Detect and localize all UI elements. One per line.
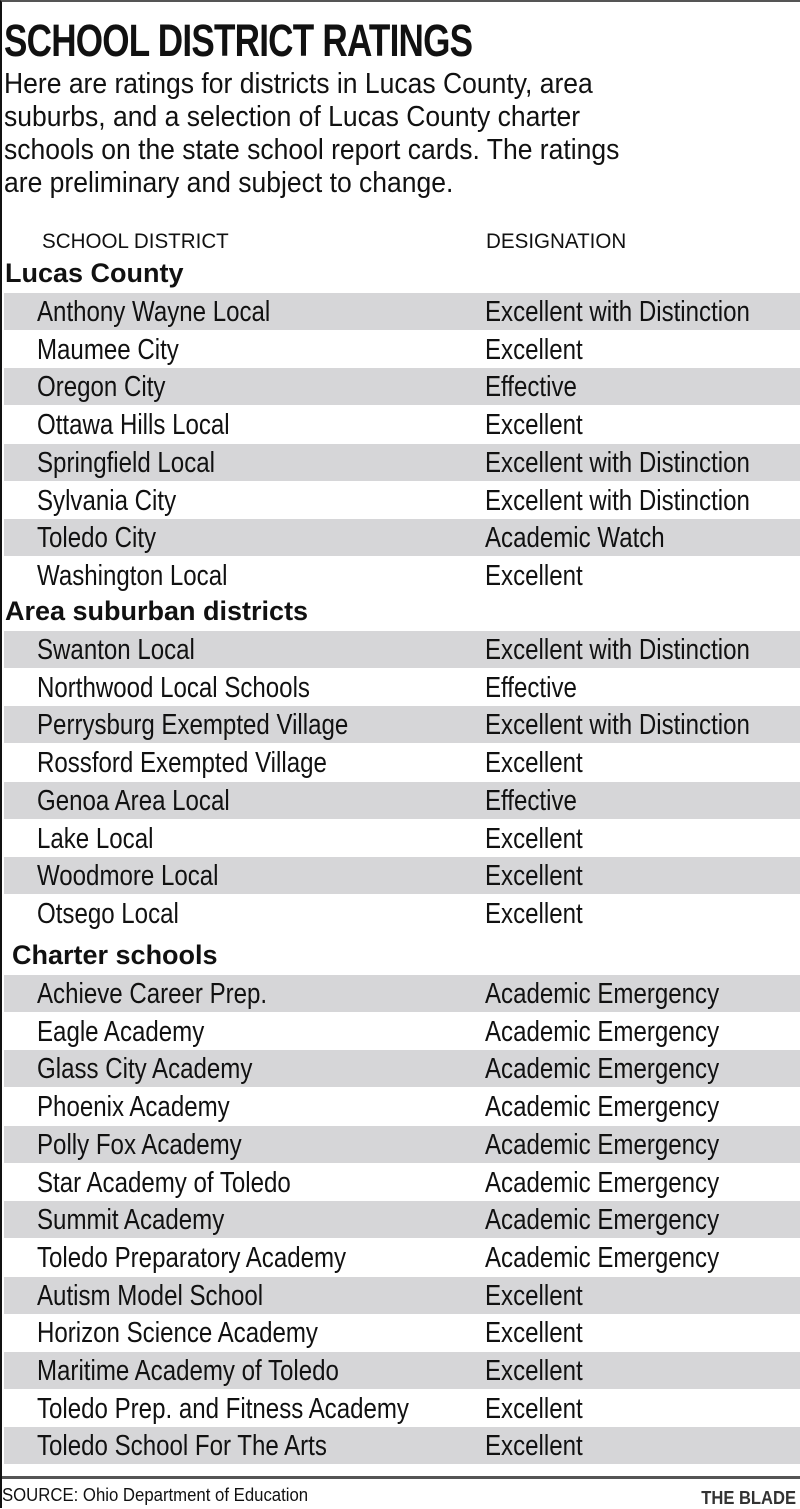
district-name: Northwood Local Schools [37, 671, 310, 704]
district-name: Ottawa Hills Local [37, 409, 230, 442]
intro-line: are preliminary and subject to change. [4, 167, 454, 199]
table-row [4, 1314, 800, 1351]
table-row [4, 895, 800, 932]
designation-value: Excellent [485, 409, 583, 442]
table-row [4, 1126, 800, 1163]
district-name: Polly Fox Academy [37, 1128, 242, 1161]
district-name: Autism Model School [37, 1279, 264, 1312]
table-row [4, 1352, 800, 1389]
designation-value: Academic Emergency [485, 1053, 720, 1086]
table-row [4, 406, 800, 443]
district-name: Anthony Wayne Local [37, 296, 271, 328]
table-row [4, 557, 800, 594]
column-header-designation: DESIGNATION [486, 230, 627, 253]
designation-value: Excellent [485, 559, 583, 592]
designation-value: Excellent with Distinction [485, 709, 750, 742]
district-name: Maritime Academy of Toledo [37, 1355, 339, 1387]
district-name: Summit Academy [37, 1204, 225, 1237]
district-name: Toledo Preparatory Academy [37, 1241, 347, 1274]
table-row [4, 1201, 800, 1238]
table-row [4, 482, 800, 519]
section-heading: Charter schools [12, 940, 218, 970]
district-name: Rossford Exempted Village [37, 747, 327, 780]
source-note: SOURCE: Ohio Department of Education [2, 1485, 309, 1505]
designation-value: Effective [485, 371, 577, 404]
designation-value: Academic Watch [485, 522, 665, 555]
table-row [4, 1013, 800, 1050]
table-row [4, 1427, 800, 1464]
district-name: Springfield Local [37, 446, 215, 479]
district-name: Achieve Career Prep. [37, 978, 268, 1010]
section-heading: Lucas County [5, 258, 184, 288]
district-name: Toledo School For The Arts [37, 1430, 327, 1463]
designation-value: Academic Emergency [485, 1241, 720, 1274]
district-name: Woodmore Local [37, 860, 219, 893]
table-row [4, 1088, 800, 1125]
district-name: Glass City Academy [37, 1053, 253, 1086]
district-name: Washington Local [37, 559, 228, 592]
table-row [4, 1390, 800, 1427]
publisher-credit: THE BLADE [701, 1488, 796, 1508]
table-row [4, 631, 800, 668]
district-name: Toledo Prep. and Fitness Academy [37, 1392, 409, 1425]
district-name: Oregon City [37, 371, 166, 404]
intro-line: Here are ratings for districts in Lucas County, area [4, 68, 593, 100]
designation-value: Excellent [485, 1392, 583, 1425]
designation-value: Excellent with Distinction [485, 634, 750, 666]
designation-value: Excellent [485, 747, 583, 780]
table-row [4, 293, 800, 330]
district-name: Genoa Area Local [37, 784, 230, 817]
designation-value: Academic Emergency [485, 1128, 720, 1161]
designation-value: Academic Emergency [485, 1091, 720, 1124]
table-row [4, 975, 800, 1012]
designation-value: Excellent with Distinction [485, 446, 750, 479]
district-name: Eagle Academy [37, 1015, 205, 1048]
designation-value: Excellent with Distinction [485, 296, 750, 328]
district-name: Maumee City [37, 333, 179, 366]
designation-value: Excellent [485, 1355, 583, 1387]
footer-divider [2, 1476, 800, 1479]
table-row [4, 669, 800, 706]
district-name: Phoenix Academy [37, 1091, 230, 1124]
designation-value: Excellent [485, 897, 583, 930]
column-header-school-district: SCHOOL DISTRICT [42, 230, 229, 253]
table-row [4, 444, 800, 481]
district-name: Perrysburg Exempted Village [37, 709, 349, 742]
designation-value: Excellent [485, 1317, 583, 1350]
table-row [4, 1239, 800, 1276]
intro-line: suburbs, and a selection of Lucas County charter [4, 101, 581, 133]
table-row [4, 744, 800, 781]
table-row [4, 1050, 800, 1087]
table-row [4, 782, 800, 819]
section-heading: Area suburban districts [5, 596, 309, 626]
designation-value: Academic Emergency [485, 978, 720, 1010]
intro-line: schools on the state school report cards. The ratings [4, 134, 620, 166]
table-row [4, 368, 800, 405]
designation-value: Academic Emergency [485, 1204, 720, 1237]
table-row [4, 857, 800, 894]
designation-value: Effective [485, 671, 577, 704]
designation-value: Academic Emergency [485, 1015, 720, 1048]
graphic-title: SCHOOL DISTRICT RATINGS [4, 15, 473, 66]
designation-value: Excellent [485, 333, 583, 366]
district-name: Lake Local [37, 822, 154, 855]
table-row [4, 1164, 800, 1201]
designation-value: Excellent with Distinction [485, 484, 750, 517]
designation-value: Excellent [485, 822, 583, 855]
district-name: Swanton Local [37, 634, 195, 666]
designation-value: Academic Emergency [485, 1166, 720, 1199]
table-row [4, 706, 800, 743]
designation-value: Effective [485, 784, 577, 817]
intro-text [4, 68, 739, 200]
district-name: Sylvania City [37, 484, 177, 517]
district-name: Otsego Local [37, 897, 179, 930]
district-name: Star Academy of Toledo [37, 1166, 291, 1199]
district-name: Horizon Science Academy [37, 1317, 318, 1350]
table-row [4, 1277, 800, 1314]
table-row [4, 331, 800, 368]
district-name: Toledo City [37, 522, 157, 555]
designation-value: Excellent [485, 1430, 583, 1463]
table-row [4, 820, 800, 857]
table-row [4, 519, 800, 556]
designation-value: Excellent [485, 1279, 583, 1312]
designation-value: Excellent [485, 860, 583, 893]
